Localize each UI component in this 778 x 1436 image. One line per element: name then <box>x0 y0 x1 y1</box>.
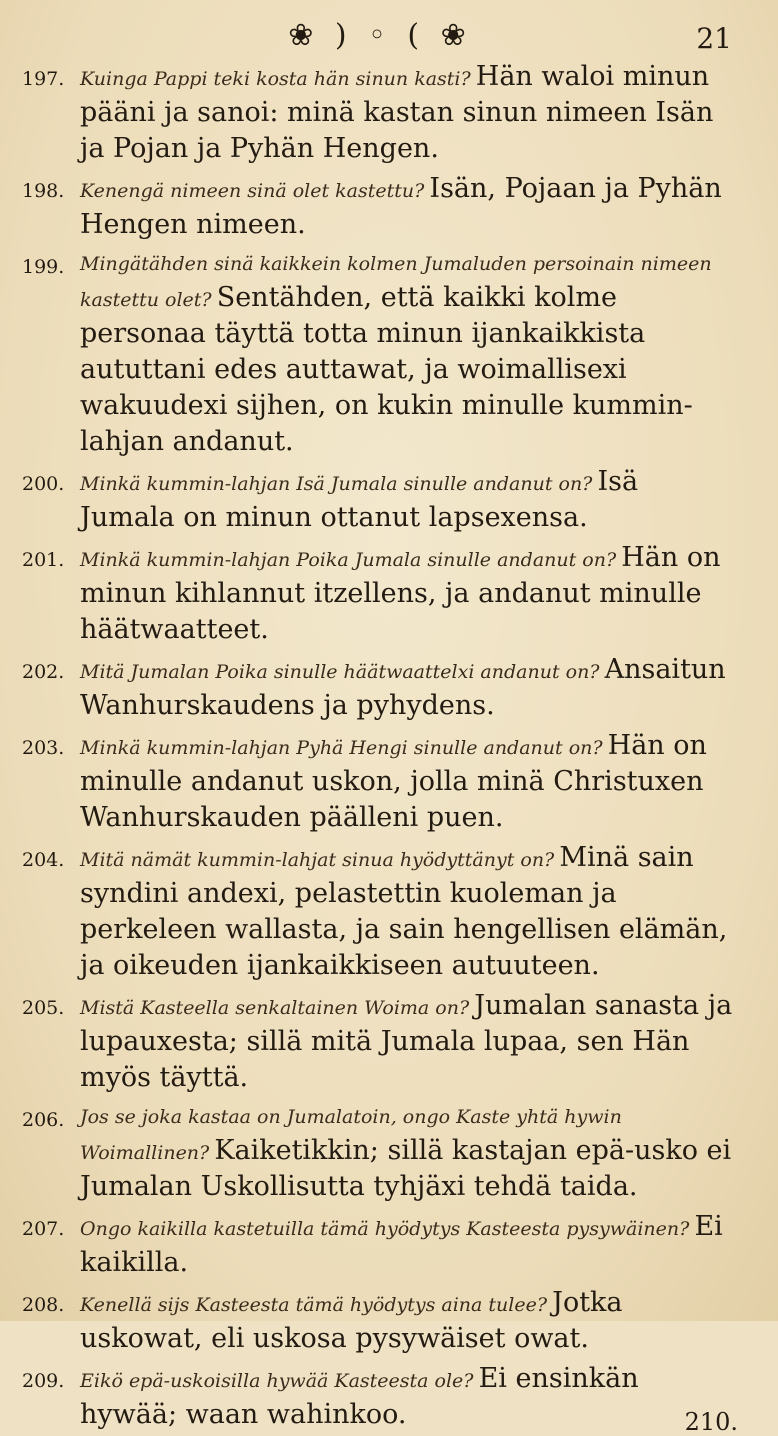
entry-question: Mitä Jumalan Poika sinulle häätwaattelxi andanut on? <box>80 661 600 683</box>
entry-answer: Minä sain syndini andexi, pelastettin kuoleman ja perkeleen wallasta, ja sain hengellisen elämän, ja oikeuden ijankaikkiseen autuuteen. <box>80 842 728 981</box>
entry-question: Kuinga Pappi teki kosta hän sinun kasti? <box>80 68 471 90</box>
page-header <box>22 10 738 60</box>
catechism-entry <box>22 729 738 837</box>
page-number: 21 <box>696 22 732 55</box>
entry-answer: Ei kaikilla. <box>80 1211 723 1278</box>
entry-question: Minkä kummin-lahjan Pyhä Hengi sinulle andanut on? <box>80 737 603 759</box>
entry-answer: Hän waloi minun pääni ja sanoi: minä kastan sinun nimeen Isän ja Pojan ja Pyhän Hengen. <box>80 61 714 164</box>
entry-answer: Ei ensinkän hywää; waan wahinkoo. <box>80 1363 639 1430</box>
entry-question: Mistä Kasteella senkaltainen Woima on? <box>80 997 470 1019</box>
entry-number: 204. <box>22 849 65 871</box>
catechism-entry <box>22 841 738 985</box>
entry-question: Kenellä sijs Kasteesta tämä hyödytys aina tulee? <box>80 1294 548 1316</box>
entry-number: 197. <box>22 68 65 90</box>
header-ornament: ❀ ) ◦ ( ❀ <box>288 17 472 53</box>
entry-number: 207. <box>22 1218 65 1240</box>
entry-answer: Isä Jumala on minun ottanut lapsexensa. <box>80 466 639 533</box>
entry-answer: Isän, Pojaan ja Pyhän Hengen nimeen. <box>80 173 722 240</box>
catechism-entry <box>22 989 738 1097</box>
entry-number: 205. <box>22 997 65 1019</box>
catechism-entry <box>22 248 738 461</box>
entry-question: Mingätähden sinä kaikkein kolmen Jumaluden persoinain nimeen kastettu olet? <box>80 253 712 311</box>
entry-answer: Kaiketikkin; sillä kastajan epä-usko ei Jumalan Uskollisutta tyhjäxi tehdä taida. <box>80 1135 732 1202</box>
catechism-entry <box>22 1210 738 1282</box>
entry-question: Jos se joka kastaa on Jumalatoin, ongo Kaste yhtä hywin Woimallinen? <box>80 1106 622 1164</box>
catechism-entry <box>22 60 738 168</box>
catechism-entry <box>22 653 738 725</box>
catechism-entry <box>22 1286 738 1358</box>
entry-answer: Jotka uskowat, eli uskosa pysywäiset owat. <box>80 1287 623 1354</box>
catechism-entries <box>22 60 738 1434</box>
entry-number: 198. <box>22 180 65 202</box>
entry-question: Eikö epä-uskoisilla hywää Kasteesta ole? <box>80 1370 474 1392</box>
entry-question: Ongo kaikilla kastetuilla tämä hyödytys Kasteesta pysywäinen? <box>80 1218 690 1240</box>
entry-number: 199. <box>22 256 65 278</box>
catechism-entry <box>22 1362 738 1434</box>
entry-number: 201. <box>22 549 65 571</box>
entry-question: Kenengä nimeen sinä olet kastettu? <box>80 180 425 202</box>
entry-number: 209. <box>22 1370 65 1392</box>
entry-number: 202. <box>22 661 65 683</box>
catchword: 210. <box>684 1408 738 1436</box>
entry-answer: Jumalan sanasta ja lupauxesta; sillä mitä Jumala lupaa, sen Hän myös täyttä. <box>80 990 733 1093</box>
entry-question: Minkä kummin-lahjan Isä Jumala sinulle andanut on? <box>80 473 593 495</box>
entry-number: 203. <box>22 737 65 759</box>
entry-answer: Sentähden, että kaikki kolme personaa täyttä totta minun ijankaikkista aututtani edes auttawat, ja woimallisexi wakuudexi sijhen, on kukin minulle kummin-lahjan andanut. <box>80 282 693 457</box>
entry-question: Mitä nämät kummin-lahjat sinua hyödyttänyt on? <box>80 849 555 871</box>
catechism-entry <box>22 172 738 244</box>
entry-question: Minkä kummin-lahjan Poika Jumala sinulle andanut on? <box>80 549 617 571</box>
catechism-entry <box>22 541 738 649</box>
entry-number: 208. <box>22 1294 65 1316</box>
entry-answer: Hän on minulle andanut uskon, jolla minä Christuxen Wanhurskauden päälleni puen. <box>80 730 707 833</box>
entry-number: 206. <box>22 1109 65 1131</box>
entry-answer: Ansaitun Wanhurskaudens ja pyhydens. <box>80 654 726 721</box>
catechism-entry <box>22 1101 738 1206</box>
catechism-entry <box>22 465 738 537</box>
entry-answer: Hän on minun kihlannut itzellens, ja andanut minulle häätwaatteet. <box>80 542 721 645</box>
entry-number: 200. <box>22 473 65 495</box>
